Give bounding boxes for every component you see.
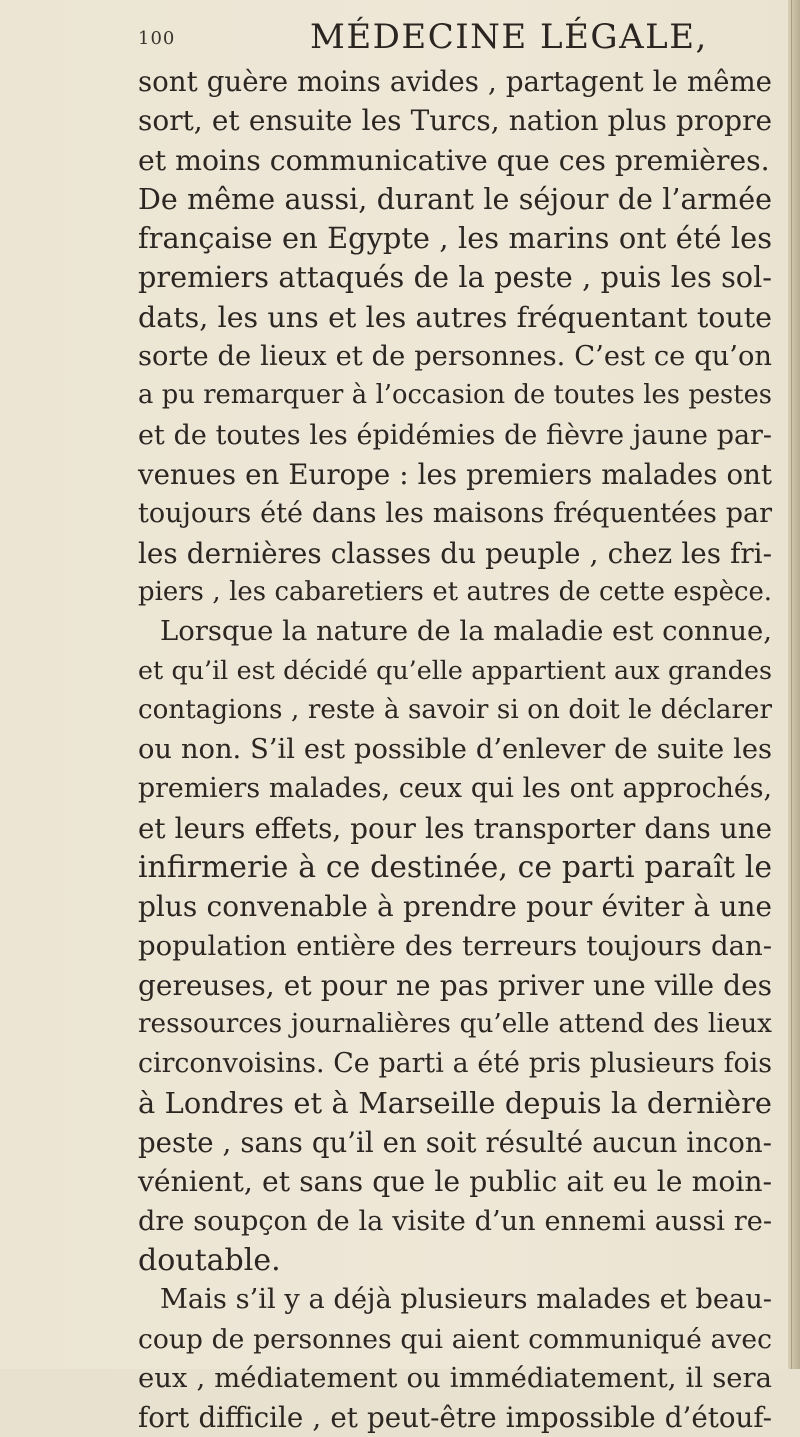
text-line: Lorsque la nature de la maladie est connue,	[160, 616, 772, 648]
text-line: fort difficile , et peut-être impossible d’étouf-	[138, 1401, 772, 1435]
text-line: venues en Europe : les premiers malades ont	[138, 457, 772, 491]
text-line: les dernières classes du peuple , chez les fri-	[138, 536, 772, 570]
text-line: dre soupçon de la visite d’un ennemi aussi re-	[138, 1205, 772, 1237]
text-line: à Londres et à Marseille depuis la dernière	[138, 1085, 772, 1120]
text-line: a pu remarquer à l’occasion de toutes les pestes	[138, 380, 772, 411]
page-number: 100	[138, 28, 176, 49]
text-line: et qu’il est décidé qu’elle appartient aux grandes	[138, 655, 772, 686]
text-line: dats, les uns et les autres fréquentant toute	[138, 300, 772, 334]
text-line: De même aussi, durant le séjour de l’armée	[138, 181, 772, 216]
body-text	[138, 62, 772, 1437]
running-head	[138, 12, 778, 64]
text-line: coup de personnes qui aient communiqué avec	[138, 1323, 772, 1355]
text-line: et leurs effets, pour les transporter dans une	[138, 811, 772, 845]
text-line: et moins communicative que ces premières.	[138, 143, 770, 177]
text-line: premiers malades, ceux qui les ont approchés,	[138, 773, 772, 805]
text-line: piers , les cabaretiers et autres de cette espèce.	[138, 576, 772, 607]
text-line: ou non. S’il est possible d’enlever de suite les	[138, 734, 772, 766]
text-line: Mais s’il y a déjà plusieurs malades et beau-	[160, 1284, 772, 1316]
running-title: MÉDECINE LÉGALE,	[310, 17, 708, 57]
text-line: et de toutes les épidémies de fièvre jaune par-	[138, 419, 772, 451]
text-line: sont guère moins avides , partagent le même	[138, 65, 772, 98]
text-line: infirmerie à ce destinée, ce parti paraît le	[138, 849, 772, 885]
text-line: peste , sans qu’il en soit résulté aucun incon-	[138, 1126, 772, 1160]
text-line: eux , médiatement ou immédiatement, il sera	[138, 1362, 772, 1394]
text-line: gereuses, et pour ne pas priver une ville des	[138, 968, 772, 1002]
text-line: circonvoisins. Ce parti a été pris plusieurs fois	[138, 1048, 772, 1080]
text-line: population entière des terreurs toujours dan-	[138, 929, 772, 962]
text-line: ressources journalières qu’elle attend des lieux	[138, 1009, 772, 1040]
text-line: doutable.	[138, 1242, 281, 1278]
text-line: française en Egypte , les marins ont été les	[138, 221, 772, 256]
text-line: vénient, et sans que le public ait eu le moin-	[138, 1165, 772, 1199]
text-line: plus convenable à prendre pour éviter à une	[138, 890, 772, 924]
text-line: toujours été dans les maisons fréquentées par	[138, 498, 772, 530]
page-edge	[788, 0, 800, 1369]
text-line: sorte de lieux et de personnes. C’est ce qu’on	[138, 341, 772, 373]
text-line: premiers attaqués de la peste , puis les sol-	[138, 260, 772, 295]
text-line: contagions , reste à savoir si on doit le déclarer	[138, 694, 772, 725]
text-line: sort, et ensuite les Turcs, nation plus propre	[138, 104, 772, 138]
